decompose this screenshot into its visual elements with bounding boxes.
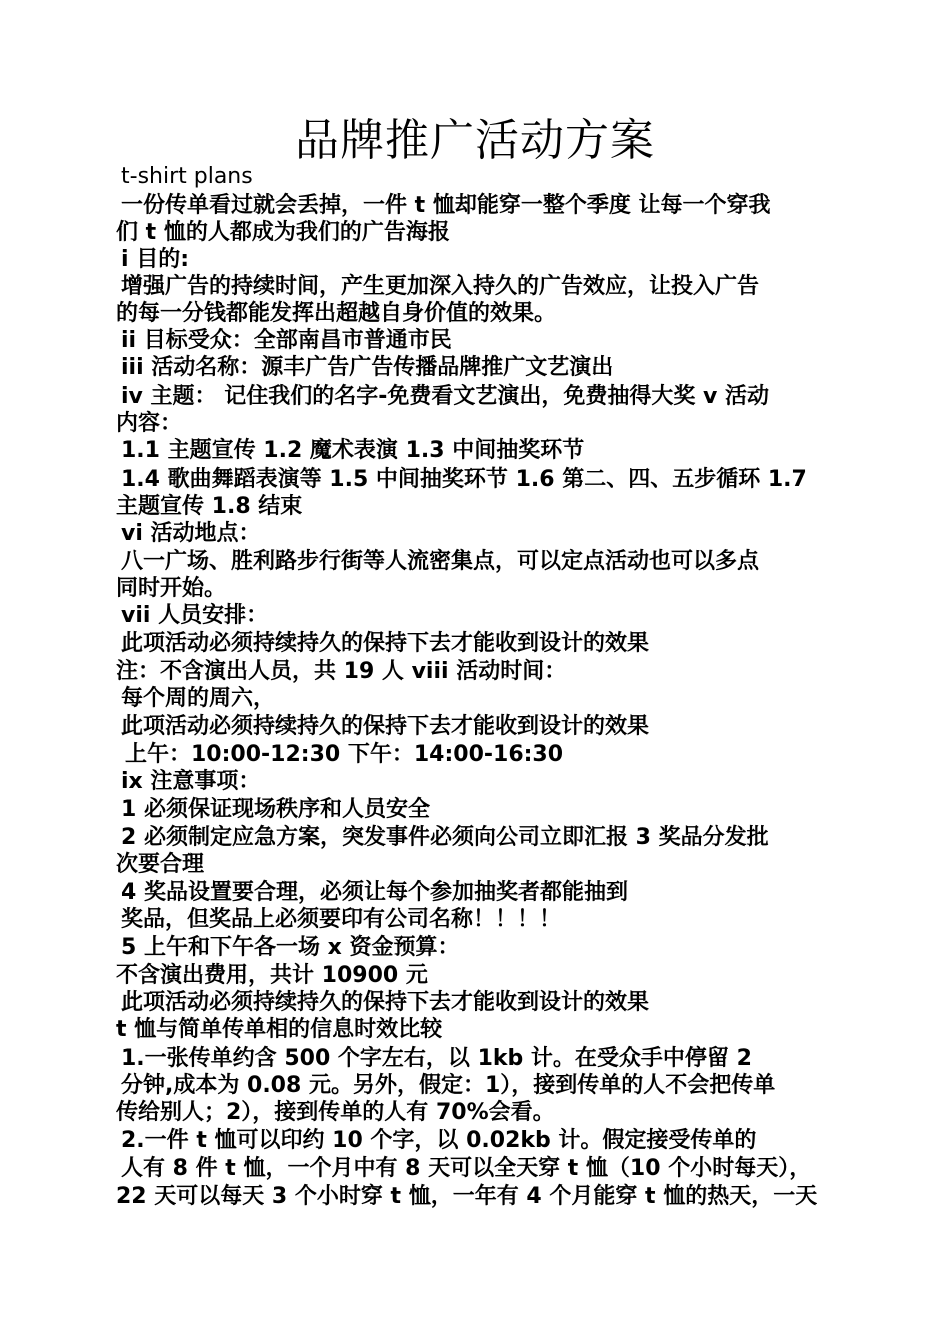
text-line: 一份传单看过就会丢掉，一件 t 恤却能穿一整个季度 让每一个穿我 [121, 193, 771, 218]
text-line: 1.4 歌曲舞蹈表演等 1.5 中间抽奖环节 1.6 第二、四、五步循环 1.7 [121, 467, 807, 492]
text-line: ix 注意事项： [121, 769, 261, 794]
text-line: 1.1 主题宣传 1.2 魔术表演 1.3 中间抽奖环节 [121, 438, 585, 463]
text-line: 此项活动必须持续持久的保持下去才能收到设计的效果 [121, 631, 650, 656]
text-line: iii 活动名称：源丰广告广告传播品牌推广文艺演出 [121, 355, 614, 380]
text-line: 不含演出费用，共计 10900 元 [116, 963, 428, 988]
text-line: 次要合理 [116, 852, 205, 877]
text-line: t-shirt plans [121, 164, 253, 189]
text-line: 2 必须制定应急方案，突发事件必须向公司立即汇报 3 奖品分发批 [121, 825, 769, 850]
text-line: 每个周的周六， [121, 686, 276, 711]
text-line: 八一广场、胜利路步行街等人流密集点，可以定点活动也可以多点 [121, 549, 760, 574]
text-line: 主题宣传 1.8 结束 [116, 494, 303, 519]
text-line: 此项活动必须持续持久的保持下去才能收到设计的效果 [121, 714, 650, 739]
text-line: vi 活动地点： [121, 521, 261, 546]
text-line: 22 天可以每天 3 个小时穿 t 恤，一年有 4 个月能穿 t 恤的热天，一天 [116, 1184, 818, 1209]
text-line: 上午：10:00-12:30 下午：14:00-16:30 [125, 742, 564, 767]
text-line: 1.一张传单约含 500 个字左右，以 1kb 计。在受众手中停留 2 [121, 1046, 752, 1071]
text-line: iv 主题： 记住我们的名字-免费看文艺演出，免费抽得大奖 v 活动 [121, 384, 769, 409]
text-line: 的每一分钱都能发挥出超越自身价值的效果。 [116, 301, 557, 326]
page-title: 品牌推广活动方案 [295, 115, 655, 166]
text-line: 注：不含演出人员，共 19 人 viii 活动时间： [116, 659, 567, 684]
text-line: i 目的: [121, 247, 189, 272]
text-line: 们 t 恤的人都成为我们的广告海报 [116, 220, 450, 245]
text-line: 人有 8 件 t 恤，一个月中有 8 天可以全天穿 t 恤（10 个小时每天）， [121, 1156, 812, 1181]
text-line: 4 奖品设置要合理，必须让每个参加抽奖者都能抽到 [121, 880, 628, 905]
text-line: 1 必须保证现场秩序和人员安全 [121, 797, 430, 822]
text-line: 5 上午和下午各一场 x 资金预算： [121, 935, 460, 960]
text-line: 2.一件 t 恤可以印约 10 个字，以 0.02kb 计。假定接受传单的 [121, 1128, 757, 1153]
text-line: 同时开始。 [116, 576, 227, 601]
text-line: 传给别人；2），接到传单的人有 70%会看。 [116, 1100, 555, 1125]
text-line: 此项活动必须持续持久的保持下去才能收到设计的效果 [121, 990, 650, 1015]
text-line: 分钟,成本为 0.08 元。另外，假定：1），接到传单的人不会把传单 [121, 1073, 776, 1098]
text-line: t 恤与简单传单相的信息时效比较 [116, 1017, 443, 1042]
text-line: 奖品，但奖品上必须要印有公司名称！！！！ [121, 907, 562, 932]
text-line: ii 目标受众：全部南昌市普通市民 [121, 328, 452, 353]
text-line: 内容： [116, 411, 183, 436]
text-line: 增强广告的持续时间，产生更加深入持久的广告效应，让投入广告 [121, 274, 760, 299]
text-line: vii 人员安排： [121, 603, 269, 628]
